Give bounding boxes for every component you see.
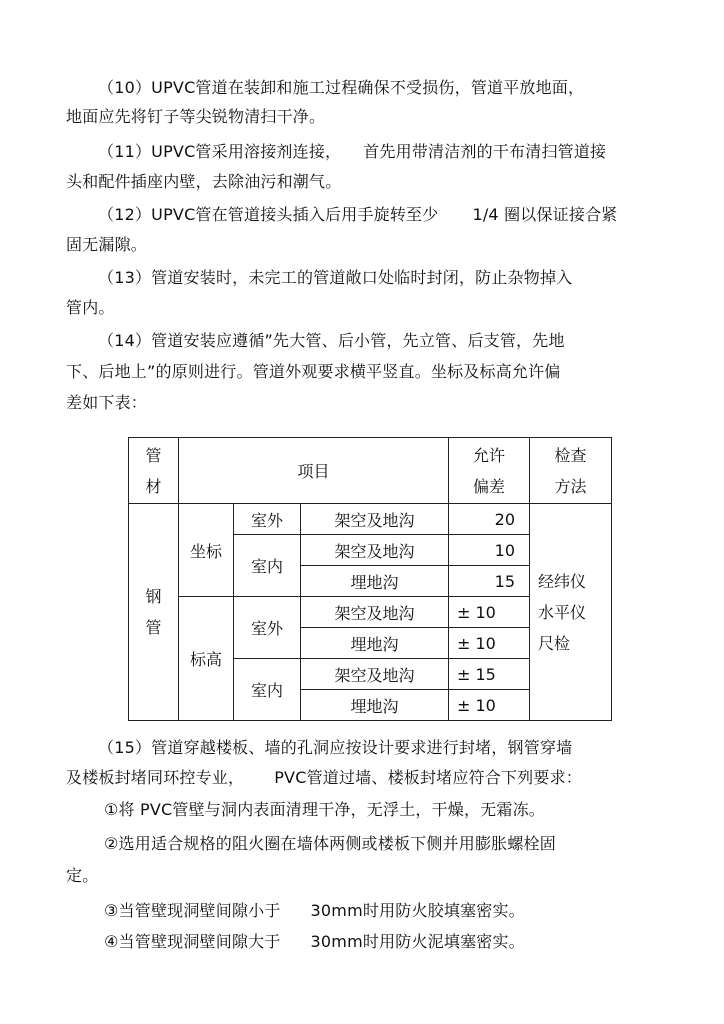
- tolerance-cell: 15: [449, 566, 530, 597]
- header-material-char-1: 管: [145, 445, 162, 465]
- paragraph-15-line-2: [66, 768, 582, 788]
- requirement-4-part-a: ④当管壁现洞壁间隙大于: [104, 932, 281, 951]
- paragraph-14-line-3: 差如下表：: [66, 393, 148, 412]
- check-method-cell: [530, 504, 612, 721]
- requirement-2-line-1: ②选用适合规格的阻火圈在墙体两侧或楼板下侧并用膨胀螺栓固: [104, 834, 556, 853]
- paragraph-13-line-1: （13）管道安装时，未完工的管道敞口处临时封闭，防止杂物掉入: [98, 268, 573, 287]
- check-method-line-3: 尺检: [538, 633, 571, 653]
- tolerance-cell: ± 10: [449, 597, 530, 628]
- paragraph-12-line-1-part-a: （12）UPVC管在管道接头插入后用手旋转至少: [98, 205, 439, 224]
- header-method-line-2: 方法: [554, 476, 587, 496]
- laying-method-cell: 埋地沟: [301, 566, 449, 597]
- laying-method-cell: 埋地沟: [301, 690, 449, 721]
- paragraph-15-line-2-part-a: 及楼板封堵同环控专业，: [66, 768, 245, 787]
- paragraph-10-line-2: 地面应先将钉子等尖锐物清扫干净。: [66, 107, 326, 126]
- elevation-indoor-cell: 室内: [234, 659, 301, 721]
- elevation-cell: 标高: [179, 597, 234, 721]
- tolerance-cell: ± 10: [449, 690, 530, 721]
- requirement-2-line-2: 定。: [66, 866, 99, 885]
- paragraph-12-line-1-part-b: 1/4 圈以保证接合紧: [472, 205, 618, 224]
- coordinate-cell: 坐标: [179, 504, 234, 597]
- paragraph-14-line-2: 下、后地上”的原则进行。管道外观要求横平竖直。坐标及标高允许偏: [66, 362, 561, 381]
- paragraph-12-line-1: [98, 205, 617, 225]
- header-tolerance-line-1: 允许: [472, 445, 505, 465]
- paragraph-12-line-2: 固无漏隙。: [66, 235, 148, 254]
- paragraph-11-line-1-part-b: 首先用带清洁剂的干布清扫管道接: [363, 142, 607, 161]
- header-material: [129, 438, 179, 504]
- tolerance-cell: 10: [449, 535, 530, 566]
- header-tolerance: [449, 438, 530, 504]
- tolerance-cell: ± 15: [449, 659, 530, 690]
- check-method-line-1: 经纬仪: [538, 571, 587, 591]
- requirement-3-part-b: 30mm时用防火胶填塞密实。: [310, 901, 525, 920]
- table-row: [129, 504, 612, 535]
- material-char-2: 管: [145, 618, 162, 637]
- requirement-3: [104, 901, 525, 921]
- requirement-1: ①将 PVC管壁与洞内表面清理干净，无浮土，干燥，无霜冻。: [104, 800, 545, 819]
- paragraph-11-line-2: 头和配件插座内壁，去除油污和潮气。: [66, 172, 342, 191]
- paragraph-14-line-1: （14）管道安装应遵循”先大管、后小管，先立管、后支管，先地: [98, 331, 565, 350]
- coordinate-outdoor-cell: 室外: [234, 504, 301, 535]
- header-method: [530, 438, 612, 504]
- paragraph-10-line-1: （10）UPVC管道在装卸和施工过程确保不受损伤，管道平放地面，: [98, 78, 585, 97]
- laying-method-cell: 架空及地沟: [301, 659, 449, 690]
- header-material-char-2: 材: [145, 476, 162, 496]
- laying-method-cell: 架空及地沟: [301, 535, 449, 566]
- tolerance-table: [128, 437, 612, 721]
- material-char-1: 钢: [145, 587, 162, 606]
- paragraph-15-line-2-part-b: PVC管道过墙、楼板封堵应符合下列要求：: [274, 768, 582, 787]
- tolerance-cell: ± 10: [449, 628, 530, 659]
- elevation-outdoor-cell: 室外: [234, 597, 301, 659]
- tolerance-cell: 20: [449, 504, 530, 535]
- requirement-4-part-b: 30mm时用防火泥填塞密实。: [310, 932, 525, 951]
- check-method-line-2: 水平仪: [538, 602, 587, 622]
- paragraph-11-line-1-part-a: （11）UPVC管采用溶接剂连接，: [98, 142, 342, 161]
- requirement-3-part-a: ③当管壁现洞壁间隙小于: [104, 901, 281, 920]
- paragraph-13-line-2: 管内。: [66, 298, 115, 317]
- paragraph-11-line-1: [98, 142, 606, 162]
- requirement-4: [104, 932, 525, 952]
- header-item: 项目: [179, 438, 449, 504]
- laying-method-cell: 架空及地沟: [301, 504, 449, 535]
- material-cell: [129, 504, 179, 721]
- header-tolerance-line-2: 偏差: [472, 476, 505, 496]
- coordinate-indoor-cell: 室内: [234, 535, 301, 597]
- paragraph-15-line-1: （15）管道穿越楼板、墙的孔洞应按设计要求进行封堵，钢管穿墙: [98, 738, 573, 757]
- table-header-row: [129, 438, 612, 504]
- laying-method-cell: 架空及地沟: [301, 597, 449, 628]
- header-method-line-1: 检查: [554, 445, 587, 465]
- laying-method-cell: 埋地沟: [301, 628, 449, 659]
